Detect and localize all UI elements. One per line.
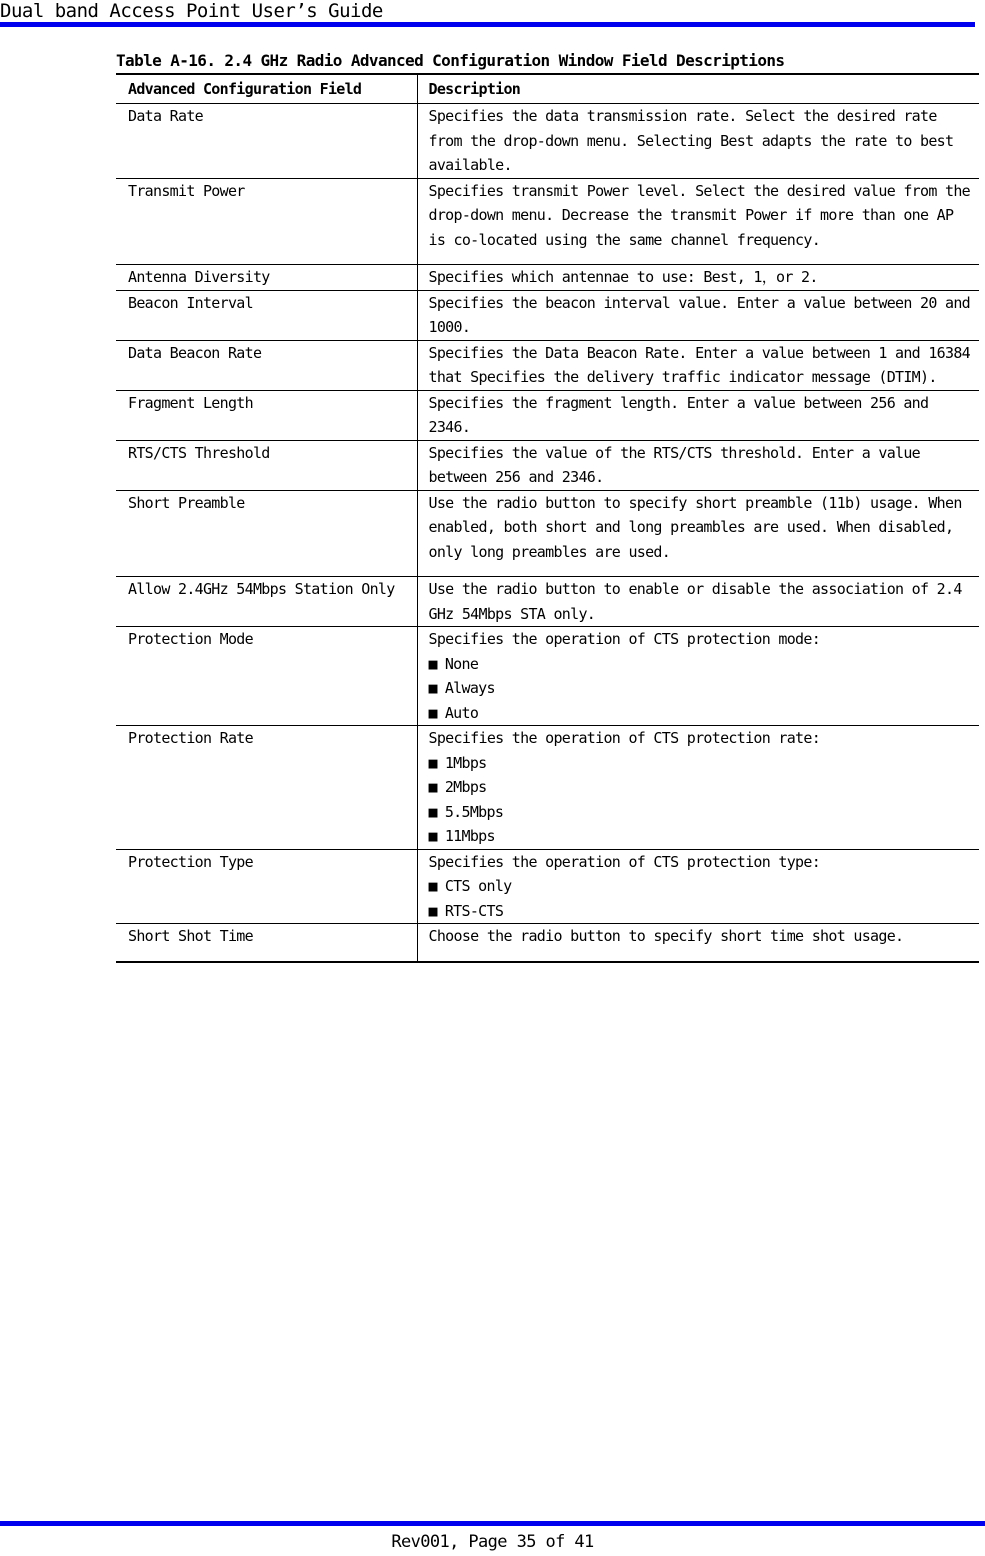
table-row: [116, 265, 979, 291]
field-name: Data Rate: [116, 104, 417, 179]
bullet-text: Auto: [444, 703, 479, 722]
table-row: [116, 440, 979, 490]
bullet-text: Always: [444, 679, 495, 697]
page-header-title: Dual band Access Point User’s Guide: [0, 0, 383, 22]
bullet-item: [429, 775, 978, 800]
table-row: [116, 627, 979, 726]
field-description: Specifies the data transmission rate. Select the desired rate from the drop-down menu. Selecting Best adapts the rate to best available.: [417, 104, 979, 179]
table-row: [116, 390, 979, 440]
bullet-text: RTS-CTS: [444, 901, 504, 920]
header-rule: [0, 22, 975, 27]
page-number: Rev001, Page 35 of 41: [391, 1532, 594, 1552]
bullet-item: [429, 899, 978, 924]
bullet-item: [429, 676, 978, 701]
square-bullet-icon: ■: [428, 654, 437, 673]
description-text: Specifies the operation of CTS protection mode:: [428, 630, 821, 648]
square-bullet-icon: ■: [428, 753, 437, 772]
bullet-item: [429, 751, 978, 776]
bullet-item: [429, 652, 978, 677]
square-bullet-icon: ■: [428, 679, 437, 697]
field-name: Transmit Power: [116, 178, 417, 265]
field-name: Beacon Interval: [116, 290, 417, 340]
bullet-item: [429, 874, 978, 899]
square-bullet-icon: ■: [428, 802, 437, 821]
table-caption: Table A-16. 2.4 GHz Radio Advanced Configuration Window Field Descriptions: [116, 51, 785, 70]
bullet-item: [429, 824, 978, 849]
field-description: Choose the radio button to specify short time shot usage.: [417, 924, 979, 961]
bullet-item: [429, 800, 978, 825]
table-row: [116, 340, 979, 390]
field-name: RTS/CTS Threshold: [116, 440, 417, 490]
table-row: [116, 490, 979, 577]
field-name: Short Preamble: [116, 490, 417, 577]
field-name: Antenna Diversity: [116, 265, 417, 291]
field-description: Specifies transmit Power level. Select the desired value from the drop-down menu. Decrease the transmit Power if more than one AP is co-located using the same channel frequency.: [417, 178, 979, 265]
field-description: Specifies which antennae to use: Best, 1，or 2.: [417, 265, 979, 291]
field-name: Protection Type: [116, 849, 417, 924]
square-bullet-icon: ■: [428, 901, 437, 920]
field-name: Protection Rate: [116, 726, 417, 850]
field-description: Specifies the fragment length. Enter a value between 256 and 2346.: [417, 390, 979, 440]
table-header-row: [116, 75, 979, 104]
square-bullet-icon: ■: [428, 703, 437, 722]
field-description: [417, 849, 979, 924]
field-description: Use the radio button to specify short preamble (11b) usage. When enabled, both short and long preambles are used. When disabled, only long preambles are used.: [417, 490, 979, 577]
square-bullet-icon: ■: [428, 877, 437, 895]
field-description: Use the radio button to enable or disable the association of 2.4 GHz 54Mbps STA only.: [417, 577, 979, 627]
bullet-text: 11Mbps: [444, 827, 495, 845]
table-row: [116, 104, 979, 179]
square-bullet-icon: ■: [428, 827, 437, 845]
field-descriptions-table: [116, 73, 979, 963]
bullet-text: 1Mbps: [444, 753, 487, 772]
field-name: Allow 2.4GHz 54Mbps Station Only: [116, 577, 417, 627]
field-description: Specifies the beacon interval value. Enter a value between 20 and 1000.: [417, 290, 979, 340]
field-description: Specifies the Data Beacon Rate. Enter a value between 1 and 16384 that Specifies the delivery traffic indicator message (DTIM).: [417, 340, 979, 390]
bullet-text: 2Mbps: [444, 778, 487, 796]
bullet-text: None: [444, 654, 479, 673]
description-text: Specifies the operation of CTS protection type:: [428, 852, 821, 871]
field-description: [417, 726, 979, 850]
table-row: [116, 577, 979, 627]
field-name: Data Beacon Rate: [116, 340, 417, 390]
bullet-item: [429, 701, 978, 726]
bullet-text: 5.5Mbps: [444, 802, 504, 821]
table-row: [116, 178, 979, 265]
field-name: Short Shot Time: [128, 927, 253, 945]
field-name: Protection Mode: [116, 627, 417, 726]
footer-rule: [0, 1521, 985, 1526]
description-text: Specifies the operation of CTS protection rate:: [428, 729, 821, 747]
table-row: [116, 290, 979, 340]
table-row: [116, 849, 979, 924]
column-header-field: Advanced Configuration Field: [116, 75, 417, 104]
square-bullet-icon: ■: [428, 778, 437, 796]
field-description: Specifies the value of the RTS/CTS threshold. Enter a value between 256 and 2346.: [417, 440, 979, 490]
table-row: [116, 924, 979, 961]
field-description: [417, 627, 979, 726]
bullet-text: CTS only: [444, 877, 512, 895]
field-name: Fragment Length: [116, 390, 417, 440]
column-header-description: Description: [417, 75, 979, 104]
table-row: [116, 726, 979, 850]
